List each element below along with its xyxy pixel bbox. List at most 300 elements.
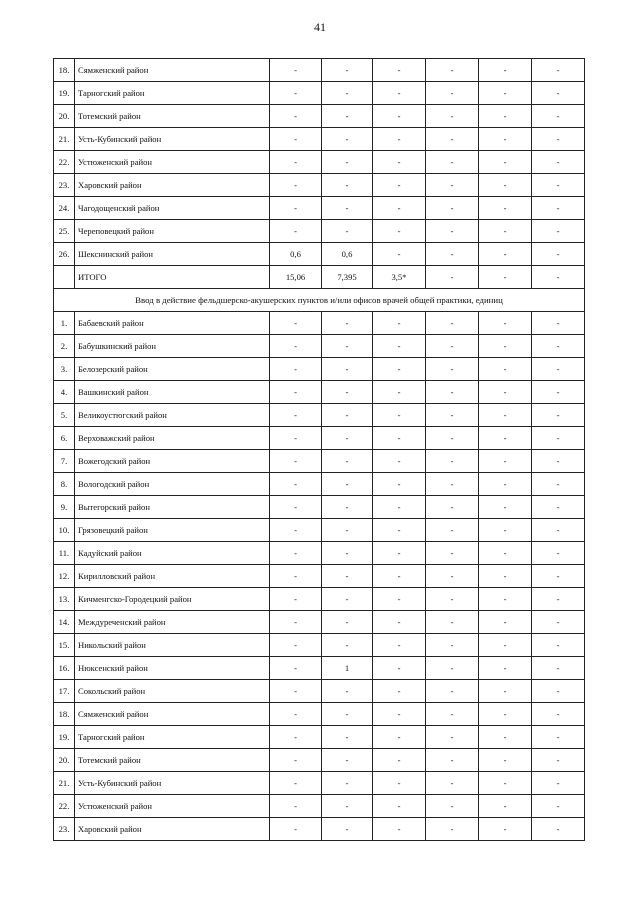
table-row: [54, 312, 585, 335]
value-cell: -: [270, 197, 322, 220]
row-number: 18.: [54, 59, 75, 82]
value-cell: -: [373, 749, 426, 772]
table-row: [54, 358, 585, 381]
value-cell: -: [426, 542, 479, 565]
value-cell: -: [479, 657, 532, 680]
value-cell: -: [532, 611, 585, 634]
value-cell: -: [479, 128, 532, 151]
value-cell: -: [322, 726, 373, 749]
district-name: Череповецкий район: [75, 220, 270, 243]
value-cell: -: [322, 59, 373, 82]
value-cell: -: [322, 335, 373, 358]
value-cell: -: [479, 772, 532, 795]
value-cell: -: [270, 519, 322, 542]
value-cell: -: [479, 726, 532, 749]
value-cell: -: [322, 427, 373, 450]
value-cell: -: [270, 703, 322, 726]
district-name: Устюженский район: [75, 795, 270, 818]
table-row: [54, 243, 585, 266]
district-name: Вытегорский район: [75, 496, 270, 519]
value-cell: -: [270, 588, 322, 611]
value-cell: -: [270, 818, 322, 841]
row-number: 21.: [54, 772, 75, 795]
row-number: 21.: [54, 128, 75, 151]
table-row: [54, 427, 585, 450]
value-cell: -: [479, 151, 532, 174]
value-cell: -: [532, 726, 585, 749]
value-cell: -: [426, 312, 479, 335]
value-cell: -: [426, 726, 479, 749]
value-cell: -: [479, 312, 532, 335]
row-number: 16.: [54, 657, 75, 680]
value-cell: -: [270, 220, 322, 243]
value-cell: -: [373, 519, 426, 542]
district-name: Бабушкинский район: [75, 335, 270, 358]
value-cell: -: [532, 634, 585, 657]
value-cell: -: [479, 335, 532, 358]
district-name: Тотемский район: [75, 749, 270, 772]
value-cell: -: [426, 496, 479, 519]
value-cell: -: [479, 542, 532, 565]
total-value: 3,5*: [373, 266, 426, 289]
value-cell: -: [426, 128, 479, 151]
value-cell: -: [373, 197, 426, 220]
value-cell: -: [426, 680, 479, 703]
value-cell: -: [322, 703, 373, 726]
value-cell: -: [373, 450, 426, 473]
table-body: [54, 59, 585, 841]
total-value: -: [426, 266, 479, 289]
value-cell: -: [479, 473, 532, 496]
value-cell: -: [532, 174, 585, 197]
value-cell: -: [426, 82, 479, 105]
value-cell: -: [322, 128, 373, 151]
value-cell: -: [532, 197, 585, 220]
value-cell: -: [532, 588, 585, 611]
value-cell: -: [426, 818, 479, 841]
value-cell: -: [426, 151, 479, 174]
total-value: 7,395: [322, 266, 373, 289]
value-cell: -: [270, 634, 322, 657]
district-name: Сямженский район: [75, 703, 270, 726]
value-cell: -: [270, 749, 322, 772]
value-cell: -: [373, 82, 426, 105]
value-cell: -: [322, 772, 373, 795]
district-name: Великоустюгский район: [75, 404, 270, 427]
value-cell: -: [479, 105, 532, 128]
district-name: Тотемский район: [75, 105, 270, 128]
value-cell: -: [479, 220, 532, 243]
value-cell: -: [426, 59, 479, 82]
district-name: Верховажский район: [75, 427, 270, 450]
value-cell: -: [322, 634, 373, 657]
value-cell: -: [426, 657, 479, 680]
value-cell: -: [479, 680, 532, 703]
value-cell: -: [426, 197, 479, 220]
value-cell: -: [373, 795, 426, 818]
value-cell: -: [426, 105, 479, 128]
value-cell: -: [270, 404, 322, 427]
table-row: [54, 128, 585, 151]
value-cell: -: [270, 680, 322, 703]
value-cell: -: [426, 703, 479, 726]
row-number: 6.: [54, 427, 75, 450]
value-cell: -: [270, 427, 322, 450]
value-cell: -: [426, 772, 479, 795]
district-name: Сямженский район: [75, 59, 270, 82]
value-cell: -: [532, 59, 585, 82]
value-cell: -: [373, 634, 426, 657]
value-cell: -: [479, 749, 532, 772]
value-cell: -: [373, 59, 426, 82]
value-cell: -: [532, 450, 585, 473]
value-cell: -: [479, 703, 532, 726]
value-cell: -: [373, 703, 426, 726]
value-cell: -: [322, 611, 373, 634]
row-number: 20.: [54, 105, 75, 128]
value-cell: -: [373, 496, 426, 519]
district-name: Никольский район: [75, 634, 270, 657]
value-cell: -: [373, 542, 426, 565]
row-number: 8.: [54, 473, 75, 496]
value-cell: -: [426, 358, 479, 381]
value-cell: -: [270, 335, 322, 358]
row-number: 18.: [54, 703, 75, 726]
value-cell: -: [532, 680, 585, 703]
value-cell: -: [270, 657, 322, 680]
value-cell: -: [373, 473, 426, 496]
district-name: Устюженский район: [75, 151, 270, 174]
total-value: -: [479, 266, 532, 289]
table-row: [54, 634, 585, 657]
value-cell: 0,6: [322, 243, 373, 266]
value-cell: -: [373, 680, 426, 703]
value-cell: -: [373, 335, 426, 358]
value-cell: -: [373, 381, 426, 404]
value-cell: -: [373, 427, 426, 450]
value-cell: -: [532, 565, 585, 588]
value-cell: -: [532, 243, 585, 266]
table-row: [54, 404, 585, 427]
row-number: 19.: [54, 82, 75, 105]
value-cell: -: [426, 220, 479, 243]
district-name: Шекснинский район: [75, 243, 270, 266]
value-cell: -: [322, 450, 373, 473]
table-row: [54, 795, 585, 818]
value-cell: -: [479, 565, 532, 588]
value-cell: -: [532, 795, 585, 818]
value-cell: -: [270, 726, 322, 749]
value-cell: 0,6: [270, 243, 322, 266]
row-number: 10.: [54, 519, 75, 542]
value-cell: -: [373, 657, 426, 680]
value-cell: -: [479, 519, 532, 542]
row-number: 13.: [54, 588, 75, 611]
table-row: [54, 611, 585, 634]
value-cell: -: [479, 818, 532, 841]
value-cell: 1: [322, 657, 373, 680]
value-cell: -: [270, 358, 322, 381]
value-cell: -: [532, 772, 585, 795]
value-cell: -: [373, 358, 426, 381]
value-cell: -: [322, 795, 373, 818]
value-cell: -: [479, 588, 532, 611]
district-name: Усть-Кубинский район: [75, 128, 270, 151]
row-number: 3.: [54, 358, 75, 381]
value-cell: -: [479, 243, 532, 266]
value-cell: -: [373, 128, 426, 151]
value-cell: -: [479, 496, 532, 519]
value-cell: -: [532, 542, 585, 565]
total-row: [54, 266, 585, 289]
value-cell: -: [270, 611, 322, 634]
value-cell: -: [322, 220, 373, 243]
table-row: [54, 105, 585, 128]
value-cell: -: [479, 381, 532, 404]
value-cell: -: [322, 105, 373, 128]
table-row: [54, 335, 585, 358]
value-cell: -: [532, 220, 585, 243]
value-cell: -: [322, 818, 373, 841]
value-cell: -: [373, 611, 426, 634]
row-number: 14.: [54, 611, 75, 634]
district-name: Белозерский район: [75, 358, 270, 381]
value-cell: -: [322, 519, 373, 542]
value-cell: -: [426, 565, 479, 588]
value-cell: -: [373, 312, 426, 335]
table-row: [54, 726, 585, 749]
district-name: Харовский район: [75, 174, 270, 197]
value-cell: -: [426, 634, 479, 657]
row-number: 7.: [54, 450, 75, 473]
value-cell: -: [532, 312, 585, 335]
value-cell: -: [426, 519, 479, 542]
value-cell: -: [532, 358, 585, 381]
page-number: 41: [314, 20, 326, 34]
value-cell: -: [479, 82, 532, 105]
value-cell: -: [479, 174, 532, 197]
row-number: 17.: [54, 680, 75, 703]
value-cell: -: [426, 404, 479, 427]
row-number: 1.: [54, 312, 75, 335]
value-cell: -: [373, 243, 426, 266]
value-cell: -: [373, 220, 426, 243]
value-cell: -: [373, 105, 426, 128]
row-number: 11.: [54, 542, 75, 565]
district-name: Усть-Кубинский район: [75, 772, 270, 795]
value-cell: -: [373, 565, 426, 588]
value-cell: -: [373, 772, 426, 795]
row-number: 23.: [54, 818, 75, 841]
district-name: Харовский район: [75, 818, 270, 841]
value-cell: -: [322, 542, 373, 565]
row-number: 22.: [54, 795, 75, 818]
value-cell: -: [426, 427, 479, 450]
value-cell: -: [532, 82, 585, 105]
value-cell: -: [270, 105, 322, 128]
value-cell: -: [479, 427, 532, 450]
row-number: 25.: [54, 220, 75, 243]
table-row: [54, 542, 585, 565]
row-number: 2.: [54, 335, 75, 358]
table-row: [54, 59, 585, 82]
value-cell: -: [270, 795, 322, 818]
row-number: 26.: [54, 243, 75, 266]
district-name: Вожегодский район: [75, 450, 270, 473]
value-cell: -: [426, 243, 479, 266]
district-name: Тарногский район: [75, 726, 270, 749]
table-row: [54, 772, 585, 795]
table-row: [54, 151, 585, 174]
value-cell: -: [426, 335, 479, 358]
value-cell: -: [532, 128, 585, 151]
value-cell: -: [373, 151, 426, 174]
row-number: 5.: [54, 404, 75, 427]
value-cell: -: [373, 726, 426, 749]
value-cell: -: [426, 795, 479, 818]
district-name: Междуреченский район: [75, 611, 270, 634]
district-name: Сокольский район: [75, 680, 270, 703]
value-cell: -: [322, 496, 373, 519]
value-cell: -: [479, 634, 532, 657]
value-cell: -: [426, 174, 479, 197]
district-name: Вашкинский район: [75, 381, 270, 404]
value-cell: -: [270, 450, 322, 473]
value-cell: -: [322, 381, 373, 404]
table-row: [54, 450, 585, 473]
row-number: 20.: [54, 749, 75, 772]
value-cell: -: [426, 611, 479, 634]
value-cell: -: [270, 174, 322, 197]
table-row: [54, 680, 585, 703]
value-cell: -: [322, 749, 373, 772]
value-cell: -: [322, 680, 373, 703]
value-cell: -: [479, 611, 532, 634]
value-cell: -: [532, 657, 585, 680]
value-cell: -: [532, 335, 585, 358]
value-cell: -: [322, 358, 373, 381]
district-name: Бабаевский район: [75, 312, 270, 335]
table-row: [54, 197, 585, 220]
value-cell: -: [270, 473, 322, 496]
value-cell: -: [532, 703, 585, 726]
table-row: [54, 703, 585, 726]
table-row: [54, 381, 585, 404]
value-cell: -: [426, 749, 479, 772]
value-cell: -: [322, 151, 373, 174]
district-name: Нюксенский район: [75, 657, 270, 680]
value-cell: -: [479, 197, 532, 220]
row-number: 22.: [54, 151, 75, 174]
value-cell: -: [322, 565, 373, 588]
value-cell: -: [322, 82, 373, 105]
table-row: [54, 473, 585, 496]
section-title: Ввод в действие фельдшерско-акушерских пунктов и/или офисов врачей общей практики, единиц: [54, 289, 585, 312]
value-cell: -: [270, 772, 322, 795]
row-number: 24.: [54, 197, 75, 220]
value-cell: -: [270, 381, 322, 404]
value-cell: -: [270, 312, 322, 335]
row-number: [54, 266, 75, 289]
value-cell: -: [373, 588, 426, 611]
table-row: [54, 588, 585, 611]
value-cell: -: [532, 519, 585, 542]
value-cell: -: [270, 565, 322, 588]
total-value: 15,06: [270, 266, 322, 289]
value-cell: -: [373, 174, 426, 197]
value-cell: -: [270, 496, 322, 519]
value-cell: -: [479, 59, 532, 82]
district-name: Вологодский район: [75, 473, 270, 496]
value-cell: -: [270, 82, 322, 105]
district-name: Кадуйский район: [75, 542, 270, 565]
value-cell: -: [322, 197, 373, 220]
section-heading-row: [54, 289, 585, 312]
row-number: 4.: [54, 381, 75, 404]
district-name: Кирилловский район: [75, 565, 270, 588]
district-data-table: [53, 58, 585, 841]
value-cell: -: [532, 404, 585, 427]
value-cell: -: [426, 450, 479, 473]
table-row: [54, 496, 585, 519]
row-number: 9.: [54, 496, 75, 519]
value-cell: -: [426, 473, 479, 496]
table-row: [54, 82, 585, 105]
table-row: [54, 220, 585, 243]
value-cell: -: [426, 381, 479, 404]
table-row: [54, 519, 585, 542]
value-cell: -: [270, 151, 322, 174]
value-cell: -: [373, 818, 426, 841]
table-row: [54, 749, 585, 772]
value-cell: -: [322, 473, 373, 496]
value-cell: -: [532, 473, 585, 496]
district-name: Чагодощенский район: [75, 197, 270, 220]
row-number: 19.: [54, 726, 75, 749]
table-row: [54, 818, 585, 841]
table-row: [54, 174, 585, 197]
value-cell: -: [373, 404, 426, 427]
value-cell: -: [479, 404, 532, 427]
district-name: Тарногский район: [75, 82, 270, 105]
value-cell: -: [479, 795, 532, 818]
value-cell: -: [532, 381, 585, 404]
value-cell: -: [532, 496, 585, 519]
table-row: [54, 565, 585, 588]
value-cell: -: [532, 151, 585, 174]
table-row: [54, 657, 585, 680]
value-cell: -: [270, 542, 322, 565]
value-cell: -: [532, 749, 585, 772]
value-cell: -: [322, 404, 373, 427]
row-number: 15.: [54, 634, 75, 657]
row-number: 23.: [54, 174, 75, 197]
value-cell: -: [270, 128, 322, 151]
value-cell: -: [479, 450, 532, 473]
value-cell: -: [426, 588, 479, 611]
row-number: 12.: [54, 565, 75, 588]
value-cell: -: [322, 312, 373, 335]
value-cell: -: [532, 818, 585, 841]
value-cell: -: [532, 105, 585, 128]
value-cell: -: [532, 427, 585, 450]
district-name: Кичменгско-Городецкий район: [75, 588, 270, 611]
total-label: ИТОГО: [75, 266, 270, 289]
district-name: Грязовецкий район: [75, 519, 270, 542]
value-cell: -: [322, 588, 373, 611]
value-cell: -: [479, 358, 532, 381]
value-cell: -: [270, 59, 322, 82]
